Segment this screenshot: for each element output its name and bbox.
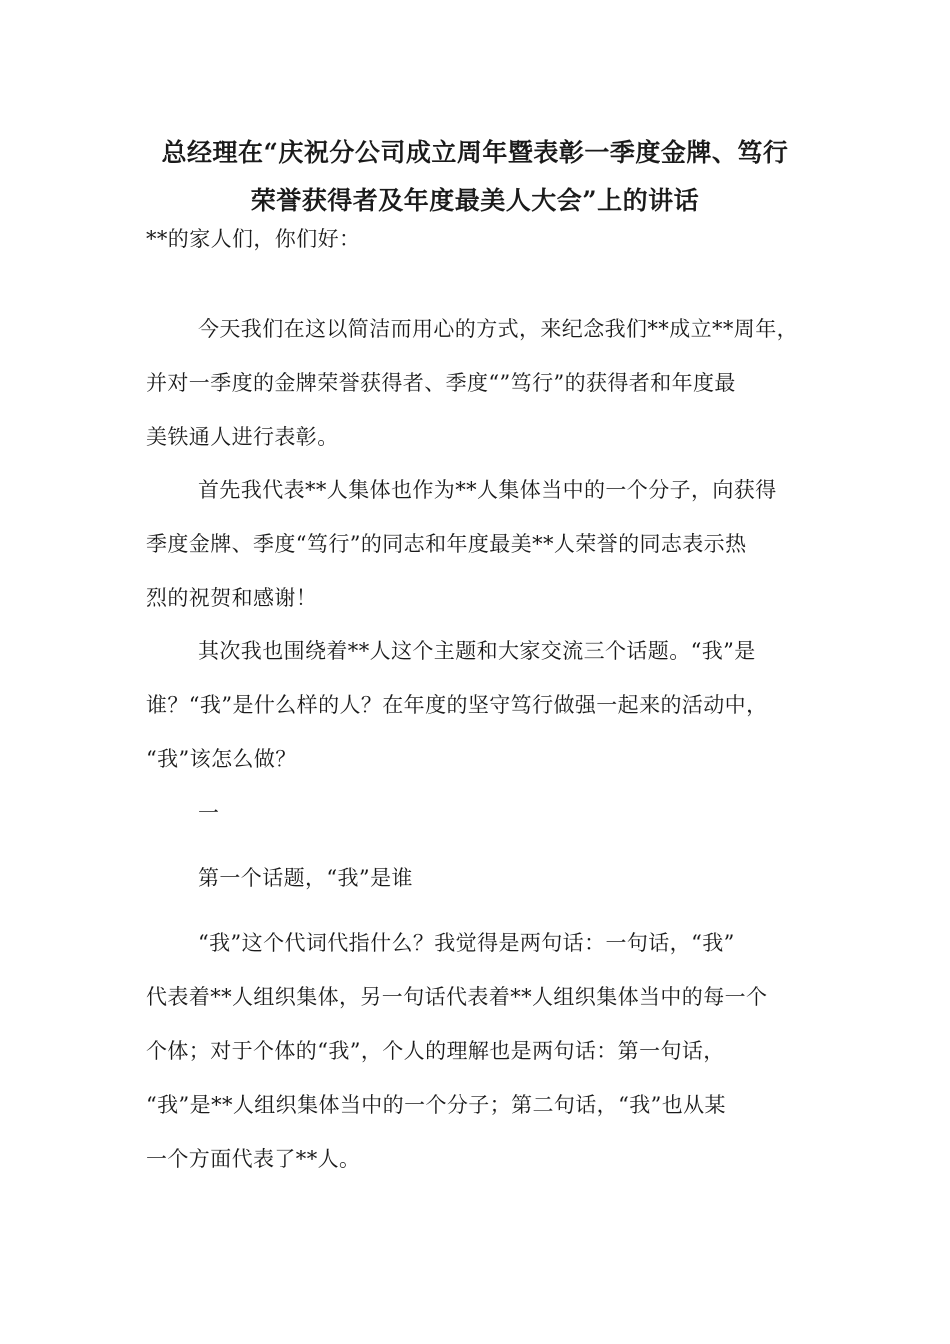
paragraph-4 <box>146 916 810 1186</box>
paragraph-1-line-3: 美铁通人进行表彰。 <box>146 425 339 449</box>
greeting-line: **的家人们，你们好： <box>146 227 361 251</box>
paragraph-2-line-3: 烈的祝贺和感谢！ <box>146 586 318 610</box>
document-title-line-2: 荣誉获得者及年度最美人大会”上的讲话 <box>250 186 700 215</box>
paragraph-3-line-2: 谁？“我”是什么样的人？在年度的坚守笃行做强一起来的活动中， <box>146 693 768 717</box>
paragraph-4-line-5: 一个方面代表了**人。 <box>146 1147 361 1171</box>
paragraph-1-line-1: 今天我们在这以简洁而用心的方式，来纪念我们**成立**周年， <box>198 317 798 341</box>
paragraph-3 <box>146 624 810 786</box>
paragraph-2 <box>146 463 810 625</box>
document-title-line-1: 总经理在“庆祝分公司成立周年暨表彰一季度金牌、笃行 <box>161 138 789 167</box>
greeting-paragraph <box>146 212 810 266</box>
paragraph-1-line-2: 并对一季度的金牌荣誉获得者、季度“”笃行”的获得者和年度最 <box>146 371 736 395</box>
section-heading: 第一个话题，“我”是谁 <box>198 866 413 890</box>
paragraph-4-line-3: 个体；对于个体的“我”，个人的理解也是两句话：第一句话， <box>146 1039 725 1063</box>
paragraph-4-line-4: “我”是**人组织集体当中的一个分子；第二句话，“我”也从某 <box>146 1093 726 1117</box>
paragraph-4-line-2: 代表着**人组织集体，另一句话代表着**人组织集体当中的每一个 <box>146 985 768 1009</box>
paragraph-2-line-1: 首先我代表**人集体也作为**人集体当中的一个分子，向获得 <box>198 478 777 502</box>
paragraph-2-line-2: 季度金牌、季度“笃行”的同志和年度最美**人荣誉的同志表示热 <box>146 532 747 556</box>
section-number-paragraph <box>146 786 810 840</box>
section-number: 一 <box>198 801 220 825</box>
section-heading-paragraph <box>146 851 810 905</box>
paragraph-4-line-1: “我”这个代词代指什么？我觉得是两句话：一句话，“我” <box>198 931 735 955</box>
paragraph-3-line-3: “我”该怎么做？ <box>146 747 297 771</box>
paragraph-1 <box>146 302 810 464</box>
paragraph-3-line-1: 其次我也围绕着**人这个主题和大家交流三个话题。“我”是 <box>198 639 756 663</box>
